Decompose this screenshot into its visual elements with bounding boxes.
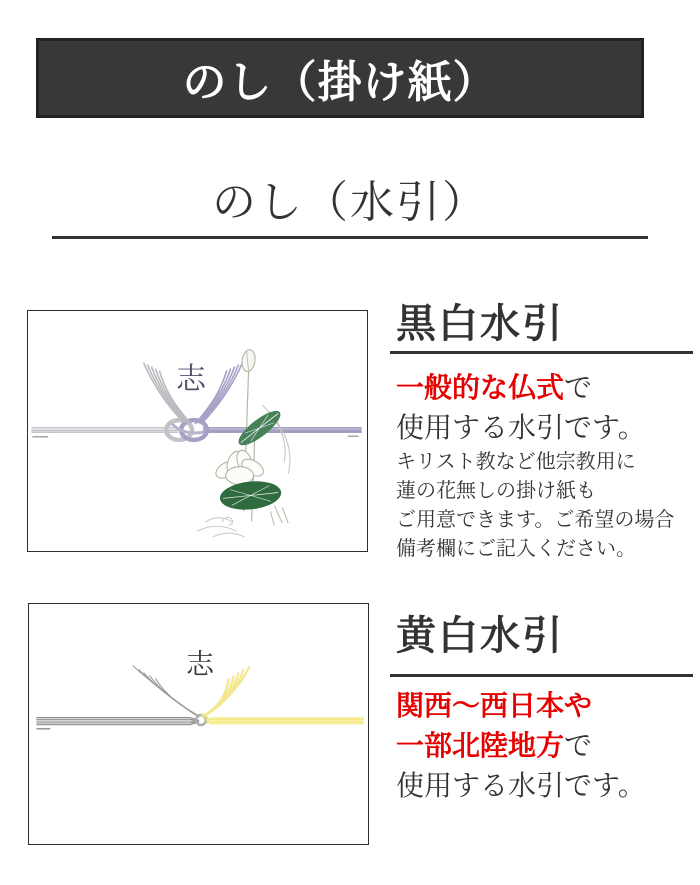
description-line: 使用する水引です。	[396, 412, 646, 443]
highlight-text: 一部北陸地方	[396, 730, 565, 761]
item-description-kijiro	[396, 686, 696, 806]
section-title-underline	[52, 236, 648, 239]
note-line: キリスト教など他宗教用に	[396, 451, 636, 473]
kijiro-noshi-illustration	[29, 604, 368, 844]
item-description-kuroshiro	[396, 368, 696, 448]
note-line: 備考欄にご記入ください。	[396, 538, 636, 560]
description-line: 一部北陸地方で	[396, 730, 593, 761]
item-heading-kijiro: 黄白水引	[396, 613, 564, 658]
note-line: ご用意できます。ご希望の場合	[396, 509, 675, 531]
note-line: 蓮の花無しの掛け紙も	[396, 480, 596, 502]
description-line	[396, 686, 696, 726]
noshi-kanji-label: 志	[186, 649, 214, 681]
description-line: 一般的な仏式で	[396, 372, 593, 403]
water-ripples	[197, 517, 245, 537]
highlight-text: 関西〜西日本や	[396, 690, 593, 721]
mizuhiki-band-yellow	[209, 717, 364, 724]
banner-title: のし（掛け紙）	[182, 58, 498, 107]
item-heading-underline	[390, 674, 693, 677]
section-title: のし（水引）	[212, 178, 488, 227]
page-banner	[36, 38, 644, 118]
maker-mark	[36, 728, 50, 730]
item-heading-kuroshiro: 黒白水引	[396, 301, 564, 346]
highlight-text: 一般的な仏式	[396, 372, 565, 403]
noshi-image-kijiro	[28, 603, 369, 845]
description-line: 使用する水引です。	[396, 770, 646, 801]
maker-mark	[32, 435, 358, 437]
grass-strokes	[270, 505, 288, 525]
kuroshiro-noshi-illustration	[28, 311, 367, 551]
mizuhiki-band-gray	[36, 718, 199, 725]
noshi-kanji-label: 志	[176, 362, 206, 396]
item-heading-underline	[390, 351, 693, 354]
noshi-image-kuroshiro	[27, 310, 368, 552]
item-notes-kuroshiro	[396, 448, 696, 564]
